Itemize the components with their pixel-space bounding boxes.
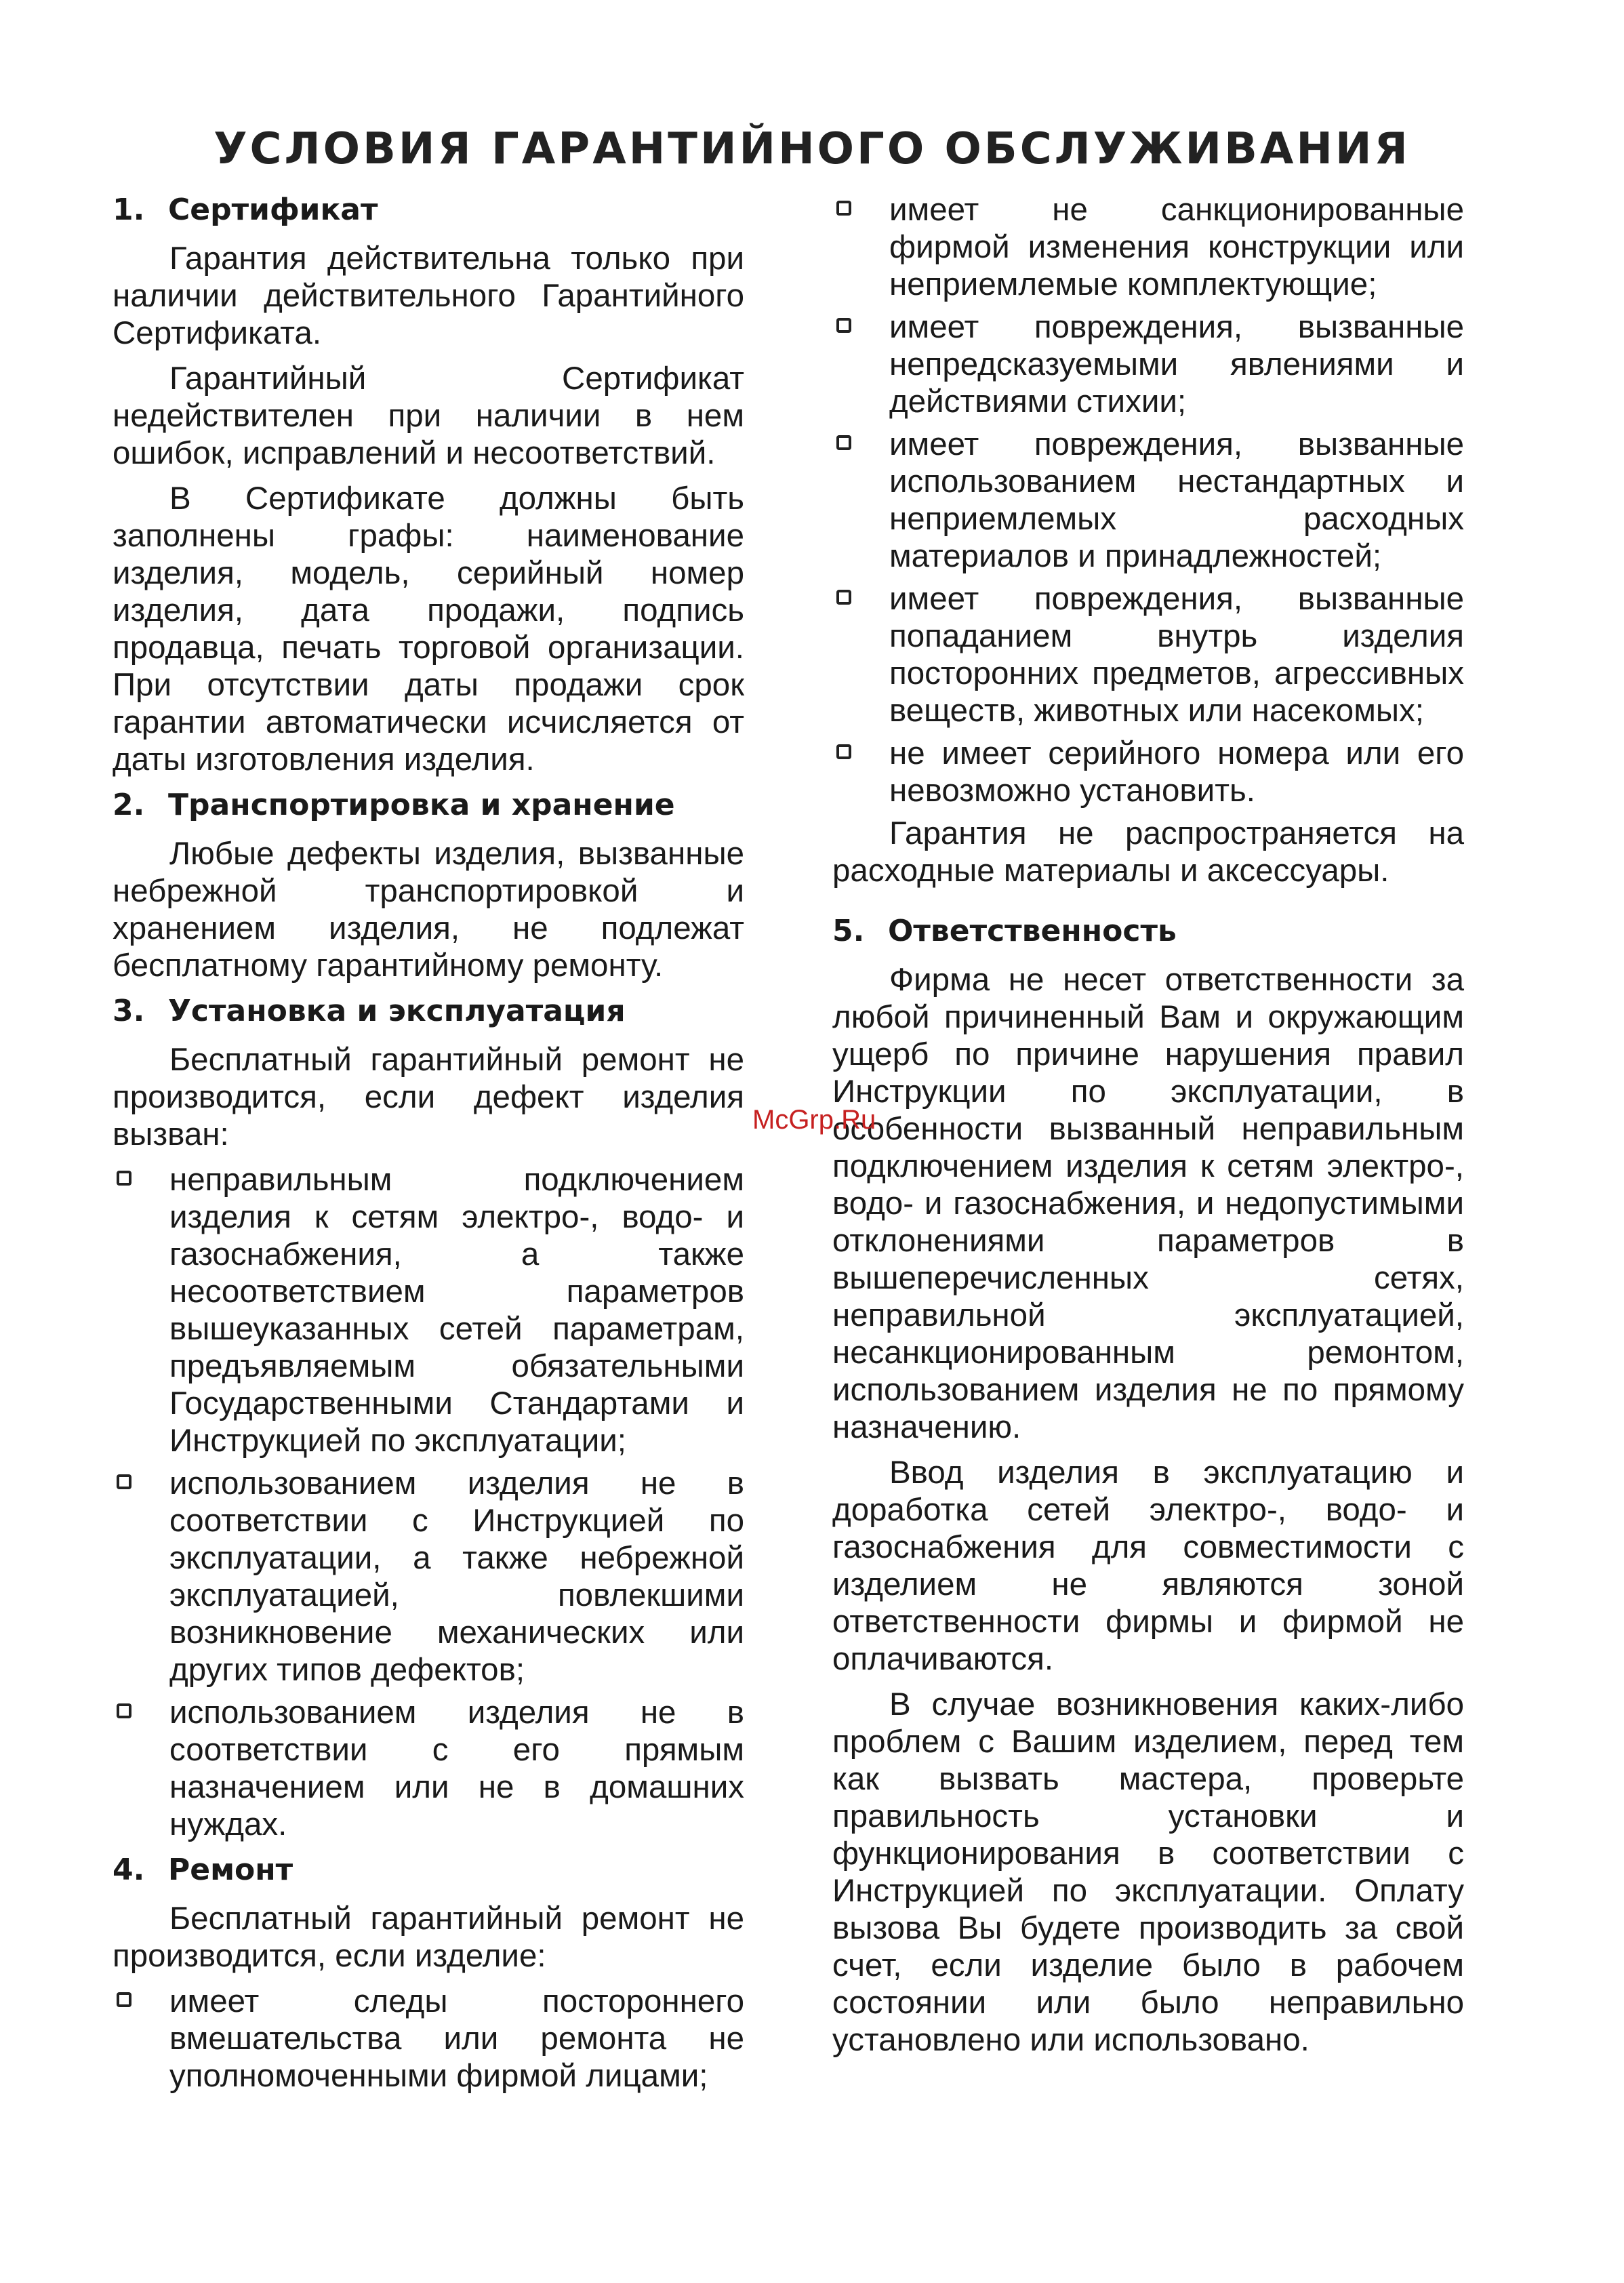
paragraph: В случае возникновения каких-либо проблем с Вашим изделием, перед тем как вызвать мастера, проверьте правильность установки и функционирования в соответствии с Инструкцией по эксплуатации. Оплату вызова Вы будете производить за свой счет, если изделие было в рабочем состоянии или было неправильно установлено или использовано. — [832, 1686, 1464, 2058]
section-heading — [832, 912, 1464, 950]
section-number: 2. — [113, 788, 145, 822]
list-item — [832, 191, 1464, 303]
checkbox-icon — [836, 590, 851, 605]
list-item-text: использованием изделия не в соответствии с его прямым назначением или не в домашних нуждах. — [169, 1695, 744, 1842]
list-item — [832, 735, 1464, 809]
list-item — [832, 580, 1464, 729]
section-title: Сертификат — [168, 193, 378, 227]
section-heading — [113, 992, 744, 1030]
section-heading — [113, 191, 744, 229]
paragraph: Ввод изделия в эксплуатацию и доработка сетей электро-, водо- и газоснабжения для совместимости с изделием не являются зоной ответственности фирмы и фирмой не оплачиваются. — [832, 1455, 1464, 1677]
list-item — [832, 426, 1464, 575]
list-item-text: не имеет серийного номера или его невозможно установить. — [889, 735, 1464, 809]
list-item — [832, 308, 1464, 420]
list-item-text: имеет не санкционированные фирмой изменения конструкции или неприемлемые комплектующие; — [889, 192, 1464, 302]
list-item — [113, 1983, 744, 2095]
section-title: Ремонт — [168, 1853, 293, 1887]
paragraph: Гарантийный Сертификат недействителен при наличии в нем ошибок, исправлений и несоответствий. — [113, 361, 744, 471]
section-title: Транспортировка и хранение — [168, 788, 675, 822]
list-item-text: имеет повреждения, вызванные попаданием внутрь изделия посторонних предметов, агрессивных веществ, животных или насекомых; — [889, 581, 1464, 729]
section-heading — [113, 1851, 744, 1889]
section-title: Установка и эксплуатация — [168, 994, 626, 1028]
list-item-text: неправильным подключением изделия к сетям электро-, водо- и газоснабжения, а также несоответствием параметров вышеуказанных сетей параметрам, предъявляемым обязательными Государственными Стандартами и Инструкцией по эксплуатации; — [169, 1162, 744, 1459]
paragraph: Гарантия не распространяется на расходные материалы и аксессуары. — [832, 815, 1464, 889]
paragraph: Фирма не несет ответственности за любой причиненный Вам и окружающим ущерб по причине нарушения правил Инструкции по эксплуатации, в особенности вызванный неправильным подключением изделия к сетям электро-, водо- и газоснабжения, и недопустимыми отклонениями параметров в вышеперечисленных сетях, неправильной эксплуатацией, несанкционированным ремонтом, использованием изделия не по прямому назначению. — [832, 962, 1464, 1445]
checkbox-icon — [836, 435, 851, 450]
section-number: 5. — [832, 914, 865, 948]
list-item — [113, 1161, 744, 1459]
bullet-list — [113, 1161, 744, 1843]
paragraph: В Сертификате должны быть заполнены графы: наименование изделия, модель, серийный номер изделия, дата продажи, подпись продавца, печать торговой организации. При отсутствии даты продажи срок гарантии автоматически исчисляется от даты изготовления изделия. — [113, 481, 744, 777]
list-item — [113, 1465, 744, 1689]
checkbox-icon — [836, 744, 851, 759]
list-item — [113, 1694, 744, 1843]
checkbox-icon — [836, 318, 851, 333]
list-item-text: использованием изделия не в соответствии с Инструкцией по эксплуатации, а также небрежной эксплуатацией, повлекшими возникновение механических или других типов дефектов; — [169, 1466, 744, 1688]
checkbox-icon — [117, 1703, 131, 1718]
right-column — [832, 191, 1464, 2067]
bullet-list — [832, 191, 1464, 809]
checkbox-icon — [836, 201, 851, 216]
checkbox-icon — [117, 1474, 131, 1489]
checkbox-icon — [117, 1171, 131, 1186]
page-title: УСЛОВИЯ ГАРАНТИЙНОГО ОБСЛУЖИВАНИЯ — [214, 123, 1410, 174]
list-item-text: имеет повреждения, вызванные использованием нестандартных и неприемлемых расходных материалов и принадлежностей; — [889, 426, 1464, 574]
paragraph: Гарантия действительна только при наличии действительного Гарантийного Сертификата. — [113, 241, 744, 351]
watermark: McGrp.Ru — [752, 1105, 876, 1135]
list-item-text: имеет повреждения, вызванные непредсказуемыми явлениями и действиями стихии; — [889, 309, 1464, 420]
section-title: Ответственность — [888, 914, 1177, 948]
section-number: 4. — [113, 1853, 145, 1887]
list-item-text: имеет следы постороннего вмешательства или ремонта не уполномоченными фирмой лицами; — [169, 1983, 744, 2094]
left-column — [113, 191, 744, 2100]
paragraph: Любые дефекты изделия, вызванные небрежной транспортировкой и хранением изделия, не подлежат бесплатному гарантийному ремонту. — [113, 836, 744, 984]
paragraph: Бесплатный гарантийный ремонт не производится, если изделие: — [113, 1901, 744, 1974]
checkbox-icon — [117, 1992, 131, 2007]
bullet-list — [113, 1983, 744, 2095]
section-number: 3. — [113, 994, 145, 1028]
section-number: 1. — [113, 193, 145, 227]
paragraph: Бесплатный гарантийный ремонт не производится, если дефект изделия вызван: — [113, 1042, 744, 1152]
section-heading — [113, 786, 744, 824]
